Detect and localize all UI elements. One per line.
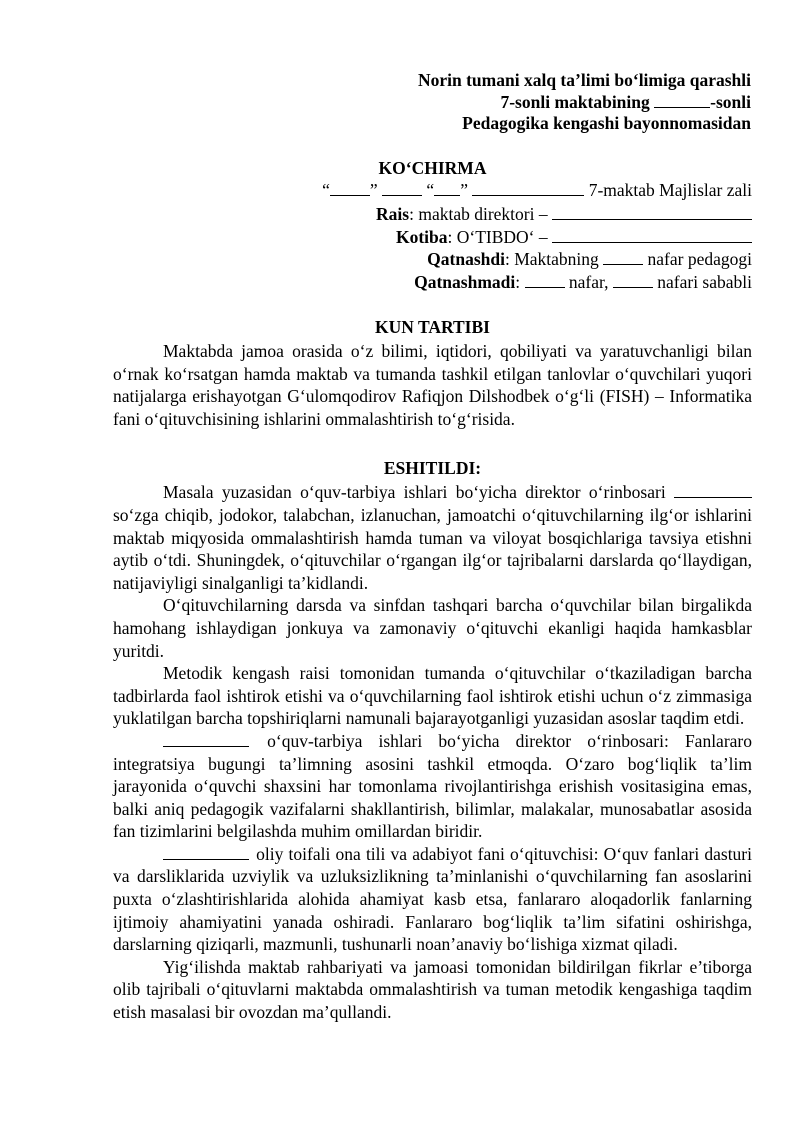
attended-suffix-text: nafar pedagogi xyxy=(643,249,752,269)
paragraph-methodical-council-head: Metodik kengash raisi tomonidan tumanda o‘qituvchilar o‘tkaziladigan barcha tadbirlarda faol ishtirok etishi va o‘quvchilarning faol ishtirok etishi uchun o‘z zimmasiga yuklatilgan barcha topshiriqlarni namunali bajarayotganligi yuzasidan asoslar taqdim etdi. xyxy=(113,663,752,729)
header-sonli-suffix: -sonli xyxy=(710,91,751,112)
heard-title: ESHITILDI: xyxy=(383,458,482,479)
absent-label: Qatnashmadi xyxy=(414,271,516,292)
par4-speaker-name-blank[interactable] xyxy=(163,746,249,747)
header-protocol-number-blank[interactable] xyxy=(654,107,710,108)
date-quote-close-day: ” xyxy=(369,179,378,200)
meta-line-attended xyxy=(113,248,752,271)
chair-name-blank[interactable] xyxy=(552,219,752,220)
absent-suffix-text: nafari sababli xyxy=(652,271,752,292)
attended-label: Qatnashdi xyxy=(427,249,505,269)
meta-line-absent xyxy=(113,271,752,294)
agenda-title: KUN TARTIBI xyxy=(375,317,490,337)
paragraph-native-language-teacher xyxy=(113,843,752,956)
paragraph-colleagues-opinion: O‘qituvchilarning darsda va sinfdan tashqari barcha o‘quvchilar bilan birgalikda hamohang ishlaydigan jonkuya va zamonaviy o‘qituvchi ekanligi haqida hamkasblar yuritdi. xyxy=(113,595,752,661)
secretary-name-blank[interactable] xyxy=(552,242,752,243)
date-venue-line xyxy=(113,179,752,202)
par1-speaker-name-blank[interactable] xyxy=(674,497,752,498)
absent-middle-text: nafar, xyxy=(564,271,613,292)
date-year-blank[interactable] xyxy=(434,195,460,196)
header-council-text: Pedagogika kengashi bayonnomasidan xyxy=(462,113,751,133)
par1-text-after-blank: so‘zga chiqib, jodokor, talabchan, izlanuchan, jamoatchi o‘qituvchilarning ilg‘or ishlarini maktab miqyosida ommalashtirish hamda tuman va viloyat bosqichlariga tavsiya etishni aytib o‘tdi. Shuningdek, o‘qituvchilar o‘rgangan ilg‘or tajribalarni darslarda qo‘llaydigan, natijaviyligi sinalganligi ta’kidlandi. xyxy=(113,504,752,593)
paragraph-deputy-director-integration xyxy=(113,730,752,843)
date-quote-close-year: ” xyxy=(460,179,468,200)
paragraph-deputy-director-speech xyxy=(113,481,752,594)
attended-prefix-text: : Maktabning xyxy=(504,249,604,269)
par5-text: oliy toifali ona tili va adabiyot fani o‘qituvchisi: O‘quv fanlari dasturi va darsliklarida uzviylik va uzluksizlikning ta’minlanishi o‘quvchilarning fan asoslarini puxta o‘zlashtirishlarida alohida ahamiyat kasb etsa, fanlararo aloqadorlik fanlarning ijtimoiy ahamiyatini yanada oshiradi. Fanlararo bog‘liqlik ta’lim sifatini oshirishga, darslarning qiziqarli, mazmunli, tushunarli noan’anaviy bo‘lishiga xizmat qiladi. xyxy=(113,843,752,955)
secretary-value-text: : O‘TIBDO‘ – xyxy=(447,226,552,247)
meta-line-secretary xyxy=(113,226,752,249)
absent-colon-text: : xyxy=(515,271,525,292)
excerpt-title: KO‘CHIRMA xyxy=(378,157,487,178)
date-quote-open-year: “ xyxy=(426,179,435,200)
par4-text: o‘quv-tarbiya ishlari bo‘yicha direktor o‘rinbosari: Fanlararo integratsiya bugungi ta’limning asosini tashkil etmoqda. O‘zaro bog‘liqlik ta’lim jarayonida o‘quvchi shaxsini har tomonlama rivojlantirishga erishish vositasigina emas, balki aniq pedagogik vazifalarni shakllantirish, bilimlar, malakalar, munosabatlar asosida fan tizimlarini belgilashda muhim omillardan biridir. xyxy=(113,730,753,842)
date-extra-blank[interactable] xyxy=(472,195,584,196)
absent-excused-count-blank[interactable] xyxy=(613,287,653,288)
paragraph-conclusion: Yig‘ilishda maktab rahbariyati va jamoasi tomonidan bildirilgan fikrlar e’tiborga olib tajribali o‘qituvlarni maktabda ommalashtirish va tuman metodik kengashiga taqdim etish masalasi bir ovozdan ma’qullandi. xyxy=(113,956,752,1023)
header-line-organization xyxy=(113,70,751,92)
chair-value-text: : maktab direktori – xyxy=(409,204,552,224)
header-line-school-number xyxy=(113,92,751,114)
date-day-blank[interactable] xyxy=(330,195,370,196)
agenda-paragraph: Maktabda jamoa orasida o‘z bilimi, iqtidori, qobiliyati va yaratuvchanligi bilan o‘rnak ko‘rsatgan hamda maktab va tumanda tashkil etilgan tanlovlar o‘quvchilari yuqori natijalarga erishayotgan G‘ulomqodirov Rafiqjon Dilshodbek o‘g‘li (FISH) – Informatika fani o‘qituvchisining ishlarini ommalashtirish to‘g‘risida. xyxy=(113,341,752,429)
document-header xyxy=(113,70,752,135)
par1-text-before-blank: Masala yuzasidan o‘quv-tarbiya ishlari bo‘yicha direktor o‘rinbosari xyxy=(163,482,674,503)
venue-text: 7-maktab Majlislar zali xyxy=(588,179,752,200)
date-quote-open-day: “ xyxy=(322,179,330,200)
date-month-blank[interactable] xyxy=(382,195,422,196)
secretary-label: Kotiba xyxy=(395,226,448,247)
header-school-text: 7-sonli maktabining xyxy=(500,91,650,112)
par5-speaker-name-blank[interactable] xyxy=(163,859,249,860)
meeting-meta-block xyxy=(113,203,752,293)
header-organization-text: Norin tumani xalq ta’limi bo‘limiga qarashli xyxy=(417,70,751,90)
absent-count-blank[interactable] xyxy=(525,287,565,288)
header-line-council xyxy=(113,113,751,135)
chair-label: Rais xyxy=(376,204,410,224)
attended-count-blank[interactable] xyxy=(603,264,643,265)
meta-line-chair xyxy=(113,203,752,226)
